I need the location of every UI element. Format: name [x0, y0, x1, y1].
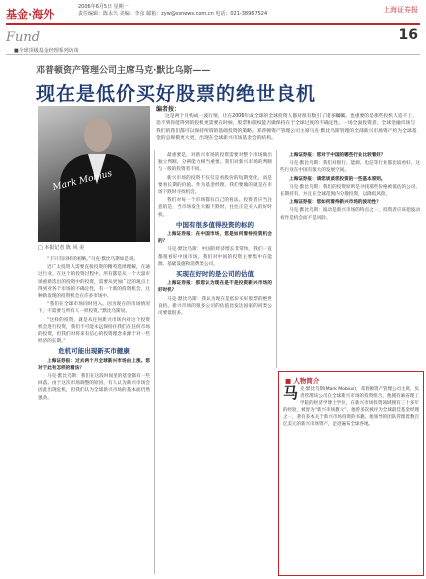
article-column-3	[280, 152, 420, 366]
series-tagline: ■全球顶级基金经理系列访谈	[14, 48, 79, 54]
photo-caption: □ 本报记者 陈 风 美	[38, 245, 85, 251]
answer: 马克·默比乌斯：中国的经济增长非常快，我们一直都很看好中国市场。我们对中国的投资主要集中在能源、基础设施和消费类公司。	[158, 247, 272, 267]
portrait-photo	[38, 106, 150, 242]
article-column-1	[38, 256, 150, 574]
portrait-signature: Mark Mobius	[51, 168, 114, 194]
masthead-logo: 上海证券报	[383, 6, 418, 14]
article-kicker: 邓普顿资产管理公司主席马克·默比乌斯——	[36, 66, 211, 76]
editors-line: 责任编辑：陈永久 美编：李彦 邮箱：zyw@ssnews.com.cn 电话：021-38967524	[78, 11, 268, 17]
question: 上海证券报：您如何看待新兴市场的波动性？	[289, 200, 381, 206]
profile-dropcap: 马	[283, 384, 299, 402]
paragraph: 新兴市场的投资不仅仅是看股价的短期变化，而是要看长期的价值。作为基金经理，我们要做的就是在市场下跌时寻找机会。	[158, 175, 272, 196]
answer: 马克·默比乌斯：我认为现在是低价买好股票的绝世良机。新兴市场的很多公司的估值比发达国家的同类公司要低很多。	[158, 296, 272, 317]
column-rule	[276, 150, 277, 368]
question: 上海证券报：您对于中国的哪些行业比较看好？	[289, 153, 386, 158]
paragraph: “我们在全球市场同时进入。因为现在的市场情况下，不需要与所有人一样投资。”默比乌斯说。	[38, 302, 150, 315]
profile-text-block	[283, 386, 419, 428]
profile-box	[278, 371, 424, 576]
tagline-divider	[6, 54, 420, 55]
article-column-2	[158, 152, 272, 574]
paragraph: “下只有同样的初略。”马克·默比乌斯如是说。	[47, 257, 139, 262]
portrait-head	[84, 118, 112, 152]
answer: 马克·默比乌斯：我们在这段时间里的基金都有一些回落。由于这次市场调整的原因，有人认为新兴市场会因此出现危机，但我们认为全球新兴市场的基本面仍然强劲。	[38, 374, 150, 401]
paragraph: 近广太投资人需要直接投资的精英选择理解，在通过行业。在这个的投资过程中。所有都是从一个大量市场重新选出的投资中的投资，需要从更加广泛的观点上得到对各个市场的不确定性，有一个新的投资机会。这种新发现的投资机会在许多市场中。	[38, 265, 150, 300]
section-heading: 危机可能出现新买市健康	[58, 347, 130, 356]
fund-label: Fund	[6, 30, 41, 45]
question: 上海证券报：过去两个月全球新兴市场由上涨。您对于此有怎样的看法？	[38, 358, 150, 371]
column-rule	[154, 150, 155, 574]
section-heading: 买现在好时的是公司的估值	[176, 270, 254, 279]
question: 上海证券报：那您认为现在是不是投资新兴市场的好时机？	[158, 281, 272, 294]
paragraph: “这样的投资，就是从任何新兴市场内对这个投资机会进行投资，我们不可能永远保持住我们在任何市场的投资，但我们对将来有信心的投资理念来源于对一些经济的长期。”	[38, 317, 150, 345]
question: 上海证券报：在中国市场，您是如何看待投资机会的？	[158, 232, 272, 245]
paragraph: 我们对每一个市场都有自己的看法。投资者应当注意的是，当市场发生大幅下跌时，往往正是买入的好时机。	[158, 198, 272, 218]
profile-text: 克·默比乌斯(Mark Mobius)，邓普顿资产管理公司主席，负责管理该公司在全球新兴市场的投资组合。他拥有麻省理工学院的经济学博士学位，在新兴市场投资领域拥有三十多年的经验，被誉为“新兴市场教父”。他曾多次被评为全球最佳基金经理之一，著有多本关于新兴市场投资的书籍。他领导的团队管理着数百亿美元的新兴市场资产，足迹遍布全球各地。	[283, 387, 419, 427]
section-heading: 中国有很多值得投资的标的	[176, 220, 254, 229]
editor-note: 这是两个月构成一波行情，让在2006年成全球的全球投资人都对很有数引了诸多瞩瞩。也重要的是那些投机人追不上、追不到你能得到的投机更需要在时候、股票和债权能否做保持在于全球过度的不确定性。一场全面投资者。全球金融市场与我们的我们都可以保持所谓的基础投资的策略。邓普顿资产管理公司主席马克·默比乌斯管理的全部新兴市场资产约为全球基金的总规模更大更。出现在全球新兴市场基金会的结构。	[156, 114, 418, 142]
answer: 马克·默比乌斯：我们的投资原则是寻找那些价格被低估的公司，长期持有，并且在全球范围内分散投资，以降低风险。	[280, 184, 420, 198]
answer: 马克·默比乌斯：波动是新兴市场的特点之一，投资者应该把波动看作是机会而不是风险。	[280, 208, 420, 221]
answer: 马克·默比乌斯：我们对银行、能源、电信等行业都比较看好。这些行业在中国有很大的发展空间。	[280, 161, 420, 174]
section-title: 基金·海外	[6, 8, 55, 21]
question: 上海证券报：请您谈谈您投资的一些基本原则。	[289, 176, 386, 182]
page-number: 16	[398, 27, 418, 43]
date-line: 2006年6月5日 星期一	[78, 4, 129, 10]
editor-note-title: 编者按：	[156, 106, 181, 113]
profile-title: ■ 人物简介	[285, 377, 320, 385]
header-divider	[6, 23, 420, 25]
page-header	[0, 0, 426, 22]
paragraph: 最重要是，对新兴市场的投资需要对整个市场做出独立判断，分辨能力相当重要。我们对新兴市场的判断与一般的投资者不同。	[158, 153, 272, 173]
header-meta	[78, 4, 328, 18]
article-headline: 现在是低价买好股票的绝世良机	[36, 83, 317, 105]
